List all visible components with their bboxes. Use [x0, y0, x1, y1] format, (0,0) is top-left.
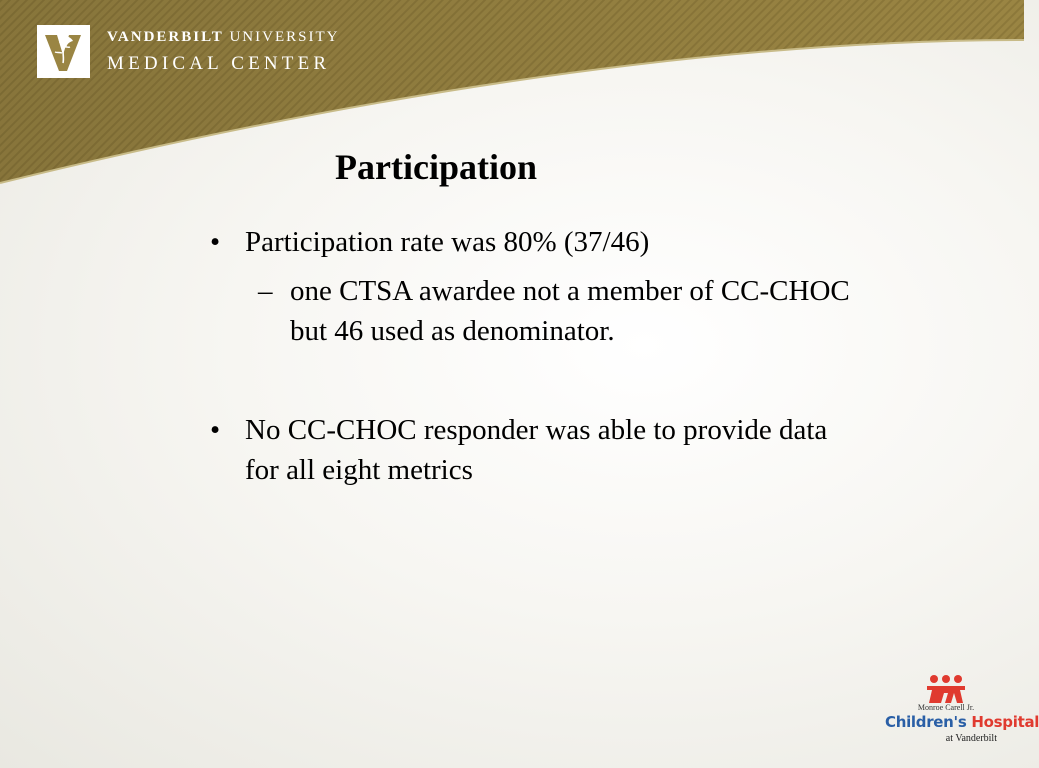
partner-logo-word1: Children's [885, 713, 967, 731]
org-name-regular: UNIVERSITY [229, 29, 340, 45]
sub-bullet-1-line-1: one CTSA awardee not a member of CC-CHOC [290, 275, 850, 307]
org-name-line2: MEDICAL CENTER [107, 53, 331, 74]
sub-bullet-1-line-2: but 46 used as denominator. [290, 315, 615, 347]
partner-logo-line3: at Vanderbilt [945, 733, 997, 744]
partner-logo-word2: Hospital [971, 713, 1039, 731]
org-name-bold: VANDERBILT [107, 29, 224, 45]
bullet-2-line-1: No CC-CHOC responder was able to provide data [245, 414, 828, 446]
bullet-2-line-2: for all eight metrics [245, 454, 473, 486]
bullet-marker: • [210, 226, 221, 258]
vanderbilt-logo-icon [37, 25, 90, 78]
bullet-1-line-1: Participation rate was 80% (37/46) [245, 226, 650, 258]
org-name-line1 [107, 29, 339, 46]
sub-bullet-marker: – [258, 275, 273, 307]
slide-title: Participation [335, 147, 537, 187]
bullet-marker: • [210, 414, 221, 446]
childrens-hospital-logo [885, 672, 1039, 752]
partner-logo-line2 [885, 713, 1039, 731]
partner-logo-line1: Monroe Carell Jr. [917, 703, 975, 712]
children-holding-hands-icon [925, 674, 967, 704]
